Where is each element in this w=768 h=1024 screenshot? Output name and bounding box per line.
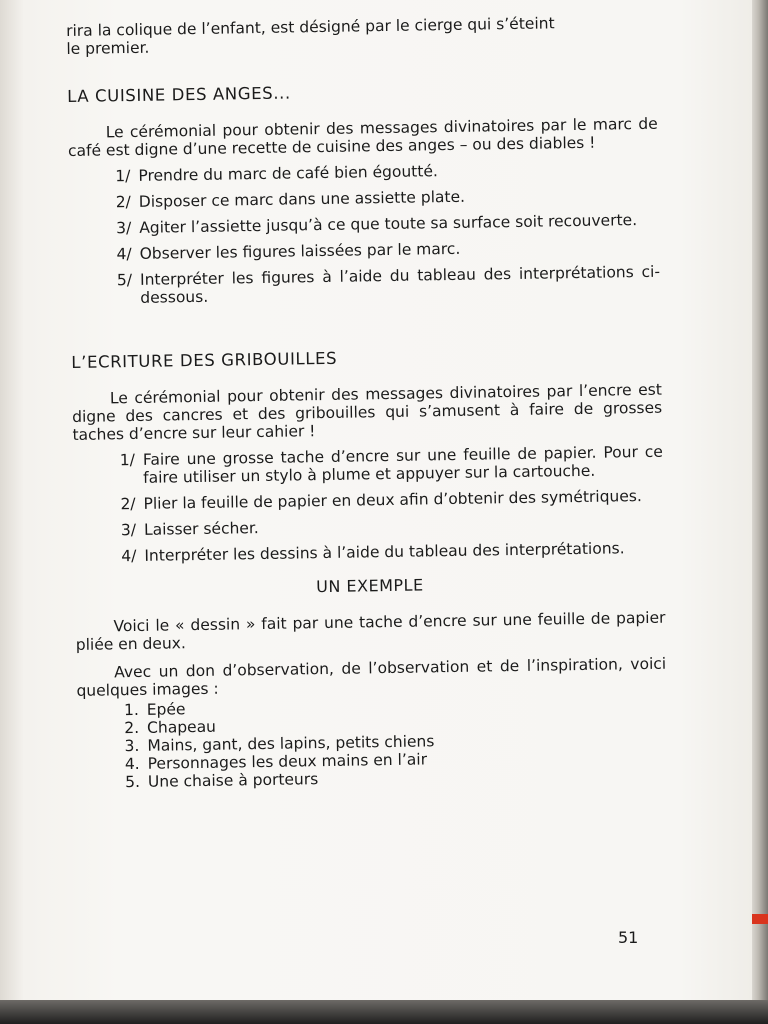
list-text: Personnages les deux mains en l’air [147, 750, 428, 773]
step-item [73, 443, 663, 488]
step-item [70, 263, 660, 308]
step-number: 1/ [119, 450, 136, 470]
step-text: Plier la feuille de papier en deux afin d’obtenir des symétriques. [143, 487, 642, 513]
example-title: UN EXEMPLE [316, 575, 424, 597]
list-number: 2. [124, 718, 140, 738]
step-text: Laisser sécher. [143, 519, 259, 539]
step-item [74, 513, 664, 540]
intro-line-2: le premier. [66, 38, 150, 58]
step-text: Prendre du marc de café bien égoutté. [138, 162, 438, 185]
step-text: Observer les figures laissées par le marc. [139, 239, 461, 263]
step-text: Interpréter les dessins à l’aide du tableau des interprétations. [144, 539, 625, 565]
section-title-cuisine: LA CUISINE DES ANGES... [67, 83, 291, 106]
list-number: 5. [125, 772, 141, 792]
images-list [77, 693, 668, 792]
red-bookmark [752, 914, 768, 924]
list-number: 3. [124, 736, 140, 756]
example-paragraph-1: Voici le « dessin » fait par une tache d’encre sur une feuille de papier pliée en deux. [75, 608, 666, 654]
section-paragraph-gribouilles: Le cérémonial pour obtenir des messages divinatoires par l’encre est digne des cancres et des gribouilles qui s’amusent à faire de grosses taches d’encre sur leur cahier ! [72, 380, 663, 444]
step-item [68, 159, 658, 186]
steps-list-gribouilles [73, 443, 665, 566]
section-title-gribouilles: L’ECRITURE DES GRIBOUILLES [71, 348, 338, 372]
step-item [69, 185, 659, 212]
list-number: 1. [123, 700, 139, 720]
section-paragraph-cuisine: Le cérémonial pour obtenir des messages divinatoires par le marc de café est digne d’une recette de cuisine des anges – ou des diables ! [67, 114, 658, 160]
intro-line-1: rira la colique de l’enfant, est désigné par le cierge qui s’éteint [66, 14, 555, 40]
step-text: Faire une grosse tache d’encre sur une feuille de papier. Pour ce faire utiliser un stylo à plume et appuyer sur la cartouche. [142, 442, 663, 487]
step-text: Disposer ce marc dans une assiette plate. [138, 187, 466, 211]
step-number: 3/ [116, 219, 132, 238]
page-content [66, 13, 668, 792]
step-number: 2/ [115, 193, 131, 212]
step-text: Interpréter les figures à l’aide du tableau des interprétations ci-dessous. [139, 262, 661, 307]
step-number: 1/ [115, 167, 131, 186]
page-edge [752, 0, 768, 1024]
step-item [70, 237, 660, 264]
page-bottom-shadow [0, 1000, 768, 1024]
step-item [74, 539, 664, 566]
list-text: Mains, gant, des lapins, petits chiens [147, 732, 435, 755]
list-text: Une chaise à porteurs [147, 770, 319, 791]
example-paragraph-2: Avec un don d’observation, de l’observation et de l’inspiration, voici quelques images : [76, 654, 667, 700]
step-number: 4/ [116, 244, 132, 264]
list-text: Epée [146, 700, 186, 719]
step-item [73, 487, 663, 514]
step-number: 2/ [120, 494, 136, 514]
step-text: Agiter l’assiette jusqu’à ce que toute sa surface soit recouverte. [139, 211, 638, 237]
step-number: 5/ [116, 270, 133, 290]
list-number: 4. [124, 754, 140, 774]
steps-list-cuisine [68, 159, 660, 308]
step-number: 3/ [120, 520, 137, 540]
list-text: Chapeau [146, 717, 217, 737]
step-number: 4/ [121, 546, 137, 566]
page-number: 51 [618, 928, 639, 947]
step-item [69, 211, 659, 238]
